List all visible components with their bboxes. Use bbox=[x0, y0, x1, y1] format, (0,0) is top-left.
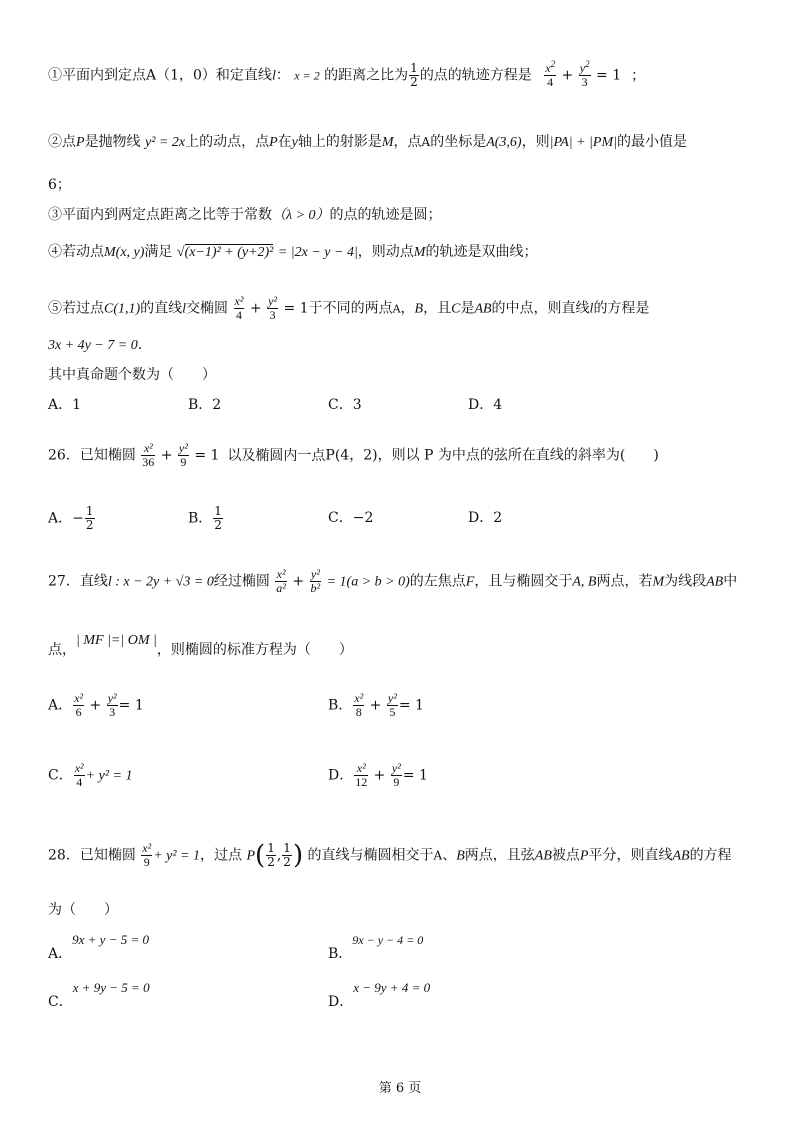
statement-3: ③平面内到两定点距离之比等于常数（λ > 0）的点的轨迹是圆； bbox=[48, 207, 442, 223]
statement-2-cont: 6； bbox=[48, 177, 71, 193]
ellipse-x-term: $\frac{x^2}{4}$ bbox=[545, 59, 556, 89]
true-count-question: 其中真命题个数为（ ） bbox=[48, 367, 216, 383]
statement-5-cont: 3x + 4y − 7 = 0. bbox=[48, 337, 143, 353]
q28-choice-A[interactable]: A．9x + y − 5 = 0 bbox=[48, 932, 149, 962]
question-26: 26．已知椭圆 $\frac{\text{x²}}{36}$ + $\frac{\text{y²}}{9}$ = 1 以及椭圆内一点P(4，2)，则以 P 为中点的弦所在直线的斜率为( ) bbox=[48, 441, 659, 469]
question-28-cont: 为（ ） bbox=[48, 902, 118, 918]
ratio-fraction: $\frac{1}{2}$ bbox=[410, 61, 418, 89]
q26-choice-B[interactable]: B． $\frac{1}{2}$ bbox=[188, 504, 222, 532]
page-number: 第 6 页 bbox=[378, 1081, 422, 1096]
choice-C[interactable]: C．3 bbox=[328, 397, 362, 413]
q27-choice-C[interactable]: C． $\frac{\text{x²}}{4}$ + y² = 1 bbox=[48, 761, 133, 789]
choice-B[interactable]: B．2 bbox=[188, 397, 222, 413]
question-27-cont: 点，| MF |=| OM |，则椭圆的标准方程为（ ） bbox=[48, 633, 353, 658]
q28-choice-B[interactable]: B．9x − y − 4 = 0 bbox=[328, 933, 424, 962]
ellipse-y-term: $\frac{y^2}{3}$ bbox=[579, 59, 590, 89]
q27-choice-D[interactable]: D． $\frac{\text{x²}}{12}$ + $\frac{\text{y²}}{9}$ = 1 bbox=[328, 761, 428, 789]
question-28: 28．已知椭圆 $\frac{\text{x²}}{9}$ + y² = 1，过点 P( $\frac{1}{2}$ , $\frac{1}{2}$ ) 的直线与椭圆相交于A、B两点，且弦AB被点P平分，则直线AB的方程 bbox=[48, 840, 732, 871]
q26-choice-C[interactable]: C．−2 bbox=[328, 510, 374, 526]
statement-5: ⑤若过点C(1,1)的直线l交椭圆 $\frac{\text{x²}}{4}$ + $\frac{\text{y²}}{3}$ = 1于不同的两点A，B，且C是AB的中点，则直线l的方程是 bbox=[48, 294, 650, 322]
statement-4: ④若动点M(x, y)满足 √(x−1)² + (y+2)² = |2x − y − 4|，则动点M的轨迹是双曲线； bbox=[48, 244, 538, 260]
q27-choice-B[interactable]: B． $\frac{\text{x²}}{8}$ + $\frac{\text{y²}}{5}$ = 1 bbox=[328, 691, 424, 719]
q28-choice-C[interactable]: C．x + 9y − 5 = 0 bbox=[48, 980, 150, 1010]
q26-choice-A[interactable]: A．− $\frac{1}{2}$ bbox=[48, 504, 94, 532]
statement-1: ①平面内到定点A（1，0）和定直线l： x = 2 的距离之比为 $\frac{1}{2}$ 的点的轨迹方程是 $\frac{x^2}{4}$ + $\frac{y^2}{3}$ = 1 ； bbox=[48, 59, 646, 89]
statement-2: ②点P是抛物线 y² = 2x上的动点，点P在y轴上的射影是M，点A的坐标是A(3,6)，则|PA| + |PM|的最小值是 bbox=[48, 134, 687, 150]
choice-D[interactable]: D．4 bbox=[468, 397, 503, 413]
q28-choice-D[interactable]: D．x − 9y + 4 = 0 bbox=[328, 980, 431, 1010]
question-27: 27．直线l : x − 2y + √3 = 0经过椭圆 $\frac{\text{x²}}{\text{a²}}$ + $\frac{\text{y²}}{\text{b²}}$ = 1(a > b > 0)的左焦点F，且与椭圆交于A, B两点，若M为线段AB中 bbox=[48, 567, 738, 595]
q26-choice-D[interactable]: D．2 bbox=[468, 510, 503, 526]
q27-choice-A[interactable]: A． $\frac{\text{x²}}{6}$ + $\frac{\text{y²}}{3}$ = 1 bbox=[48, 691, 144, 719]
choice-A[interactable]: A．1 bbox=[48, 397, 82, 413]
